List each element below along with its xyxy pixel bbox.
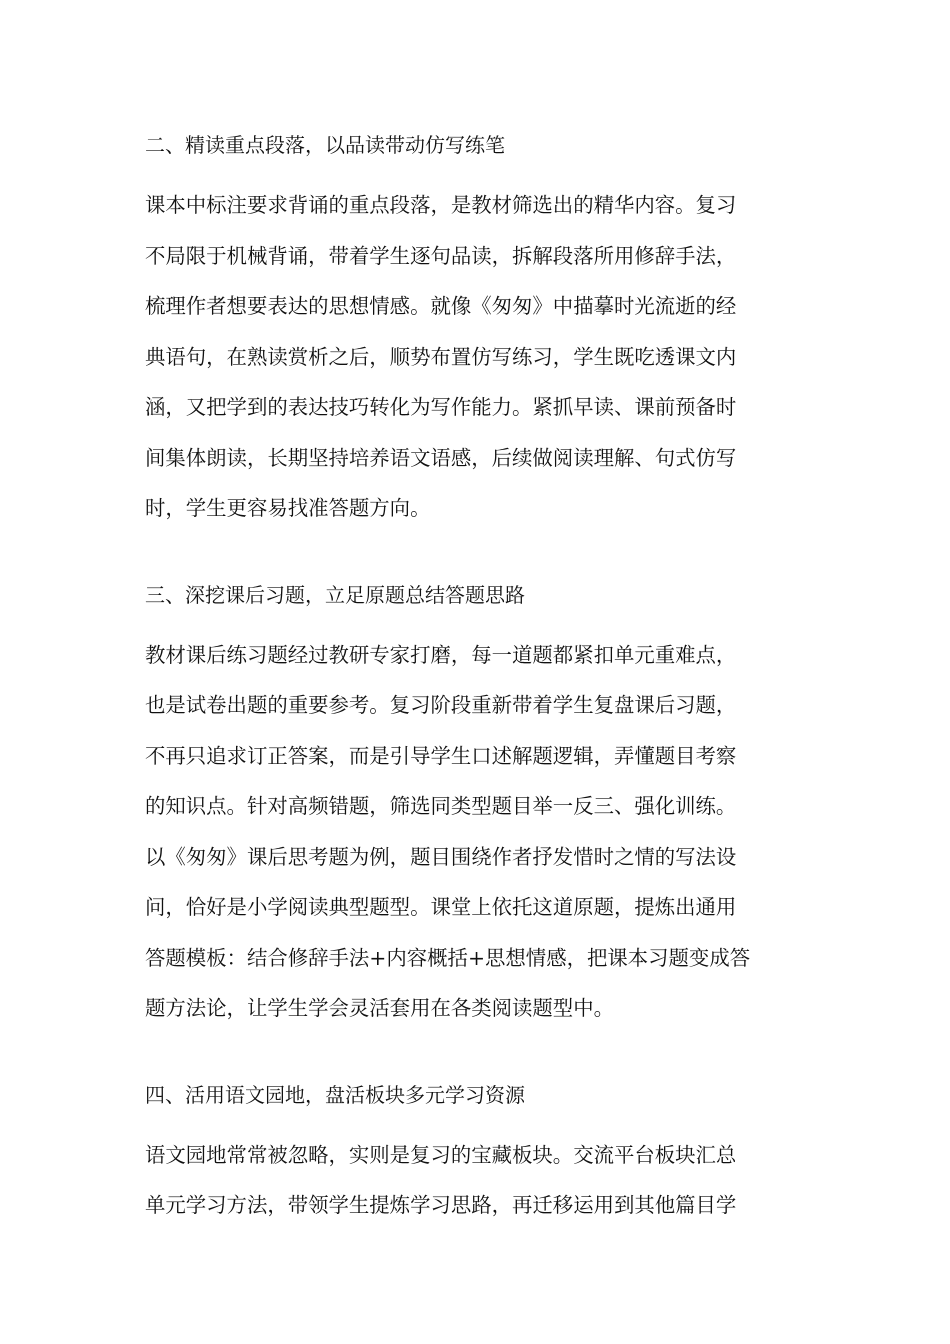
paragraph-line: 语文园地常常被忽略，实则是复习的宝藏板块。交流平台板块汇总 (145, 1142, 737, 1167)
section-4 (145, 1080, 815, 1231)
paragraph-line: 以《匆匆》课后思考题为例，题目围绕作者抒发惜时之情的写法设 (145, 844, 737, 869)
paragraph-line: 题方法论，让学生学会灵活套用在各类阅读题型中。 (145, 996, 614, 1020)
paragraph-line: 不再只追求订正答案，而是引导学生口述解题逻辑，弄懂题目考察 (145, 743, 737, 768)
section-heading: 四、活用语文园地，盘活板块多元学习资源 (145, 1082, 525, 1107)
section-spacer (145, 1034, 815, 1080)
paragraph-line: 答题模板：结合修辞手法+内容概括+思想情感，把课本习题变成答 (145, 945, 751, 970)
section-2 (145, 130, 815, 534)
section-heading: 三、深挖课后习题，立足原题总结答题思路 (145, 582, 525, 607)
paragraph-line: 单元学习方法，带领学生提炼学习思路，再迁移运用到其他篇目学 (145, 1193, 737, 1217)
paragraph-line: 问，恰好是小学阅读典型题型。课堂上依托这道原题，提炼出通用 (145, 895, 737, 919)
paragraph-line: 梳理作者想要表达的思想情感。就像《匆匆》中描摹时光流逝的经 (145, 294, 737, 318)
paragraph-line: 的知识点。针对高频错题，筛选同类型题目举一反三、强化训练。 (145, 794, 737, 818)
paragraph-line: 课本中标注要求背诵的重点段落，是教材筛选出的精华内容。复习 (145, 193, 737, 217)
paragraph-line: 典语句，在熟读赏析之后，顺势布置仿写练习，学生既吃透课文内 (145, 344, 737, 369)
document-page (145, 130, 815, 1231)
paragraph-line: 涵，又把学到的表达技巧转化为写作能力。紧抓早读、课前预备时 (145, 395, 737, 419)
paragraph-line: 时，学生更容易找准答题方向。 (145, 496, 431, 520)
paragraph-line: 教材课后练习题经过教研专家打磨，每一道题都紧扣单元重难点， (145, 642, 737, 667)
section-spacer (145, 534, 815, 580)
section-heading: 二、精读重点段落，以品读带动仿写练笔 (145, 133, 505, 157)
paragraph-line: 间集体朗读，长期坚持培养语文语感，后续做阅读理解、句式仿写 (145, 445, 737, 470)
section-3 (145, 580, 815, 1034)
paragraph-line: 也是试卷出题的重要参考。复习阶段重新带着学生复盘课后习题， (145, 693, 737, 717)
paragraph-line: 不局限于机械背诵，带着学生逐句品读，拆解段落所用修辞手法， (145, 243, 737, 268)
